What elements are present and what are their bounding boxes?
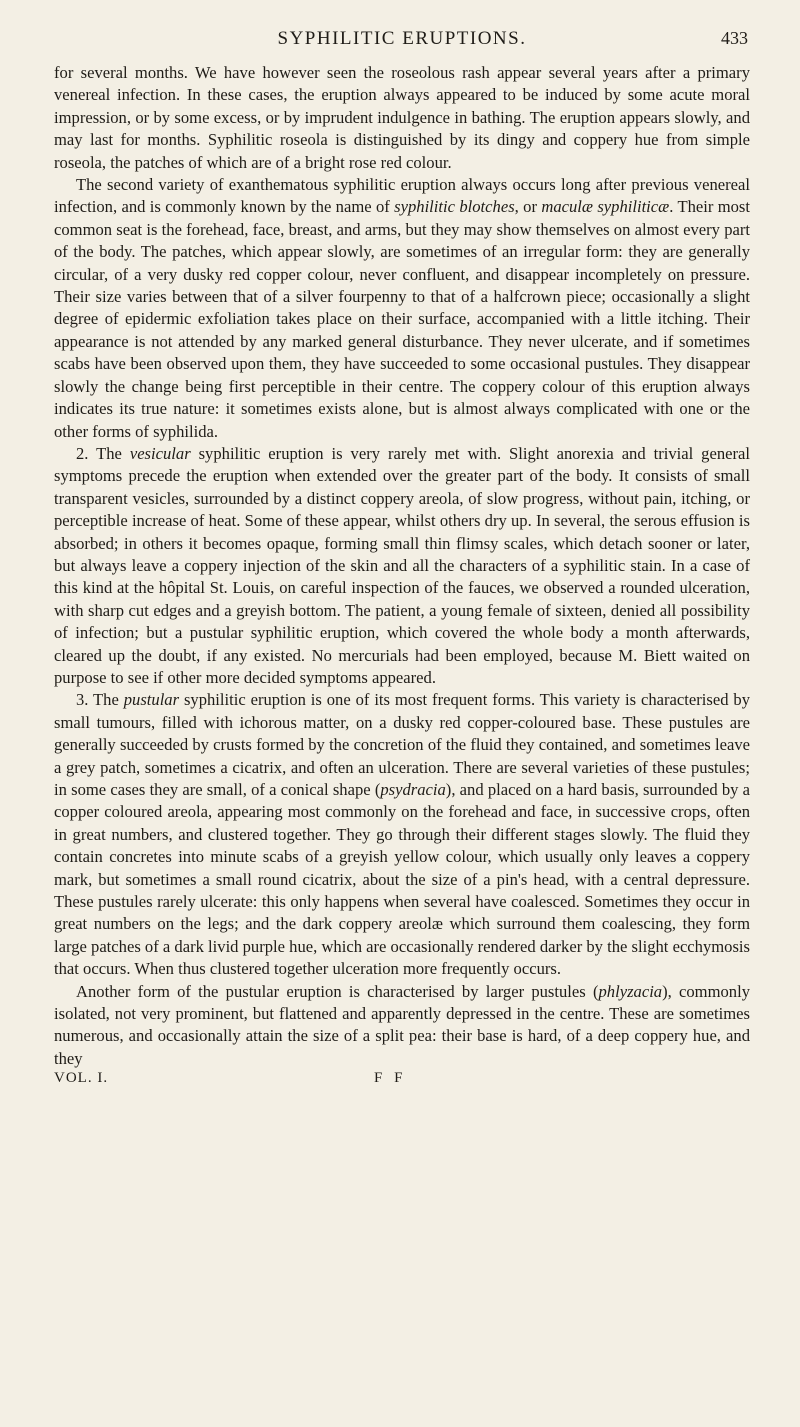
volume-mark: VOL. I. [54,1070,109,1087]
paragraph-phlyzacia [54,981,750,1071]
running-title: SYPHILITIC ERUPTIONS. [277,28,527,49]
body-text [54,62,750,1070]
italic-term: psydracia [380,780,446,799]
paragraph-pustular [54,689,750,980]
italic-term: phlyzacia [598,981,663,1001]
text-run: ), and placed on a hard basis, surrounded by a copper coloured areola, appearing most commonly on the forehead and face, in successive crops, often in great numbers, and clustered together. They go through their different stages slowly. The fluid they contain concretes into minute scabs of a greyish yellow colour, which usually only leaves a coppery mark, but sometimes a small round cicatrix, about the size of a pin's head, with a central depressure. These pustules rarely ulcerate: this only happens when several have coalesced. Sometimes they occur in great numbers on the legs; and the dark coppery areolæ which surround them coalescing, they form large patches of a dark livid purple hue, which are occasionally rendered darker by the slight ecchymosis that occurs. When thus clustered together ulceration more frequently occurs. [54,780,750,979]
italic-term: maculæ syphiliticæ [541,197,670,217]
text-run: ), commonly isolated, not very prominent, but flattened and apparently depressed in the centre. These are sometimes numerous, and occasionally attain the size of a split pea: their base is hard, of a deep coppery hue, and they [54,981,750,1068]
text-run: 3. The [76,690,124,710]
paragraph-continuation [54,62,750,174]
paragraph-syphilitic-blotches [54,174,750,443]
text-run: , or [514,197,542,217]
text-run: The second variety of exanthematous syphilitic eruption always occurs long after previous venereal infection, and is commonly known by the name of [54,175,750,217]
text-run: syphilitic eruption is very rarely met with. Slight anorexia and trivial general symptoms precede the eruption when extended over the greater part of the body. It consists of small transparent vesicles, surrounded by a distinct coppery areola, of slow progress, without pain, itching, or perceptible increase of heat. Some of these appear, whilst others dry up. In several, the serous effusion is absorbed; in others it becomes opaque, forming small thin flimsy scales, which detach sooner or later, but always leave a coppery injection of the skin and all the characters of a syphilitic stain. In a case of this kind at the hôpital St. Louis, on careful inspection of the fauces, we observed a rounded ulceration, with sharp cut edges and a greyish bottom. The patient, a young female of sixteen, denied all possibility of infection; but a pustular syphilitic eruption, which covered the whole body a month afterwards, cleared up the doubt, if any existed. No mercurials had been employed, because M. Biett waited on purpose to see if other more decided symptoms appeared. [54,443,750,687]
paragraph-vesicular [54,443,750,689]
text-run: 2. The [76,443,130,463]
italic-term: vesicular [129,443,191,463]
text-run: syphilitic eruption is one of its most frequent forms. This variety is characterised by small tumours, filled with ichorous matter, on a dusky red copper-coloured base. These pustules are generally succeeded by crusts formed by the concretion of the fluid they contained, and sometimes leave a grey patch, sometimes a cicatrix, and often an ulceration. There are several varieties of these pustules; in some cases they are small, of a conical shape ( [54,690,750,799]
text-run: Another form of the pustular eruption is characterised by larger pustules ( [76,981,599,1001]
signature-mark: F F [374,1070,407,1087]
italic-term: pustular [123,690,180,710]
page-number: 433 [721,28,748,48]
page-footer [54,1070,750,1094]
running-head [54,28,750,62]
text-run: for several months. We have however seen the roseolous rash appear several years after a primary venereal infection. In these cases, the eruption always appeared to be induced by some acute moral impression, or by some excess, or by imprudent indulgence in bathing. The eruption appears slowly, and may last for months. Syphilitic roseola is distinguished by its dingy and coppery hue from simple roseola, the patches of which are of a bright rose red colour. [54,63,750,172]
text-run: . Their most common seat is the forehead, face, breast, and arms, but they may show themselves on almost every part of the body. The patches, which appear slowly, are sometimes of an irregular form: they are generally circular, of a very dusky red copper colour, never confluent, and disappear incompletely on pressure. Their size varies between that of a silver fourpenny to that of a halfcrown piece; occasionally a slight degree of epidermic exfoliation takes place on their surface, accompanied with a little itching. Their appearance is not attended by any marked general disturbance. They never ulcerate, and if sometimes scabs have been observed upon them, they have succeeded to some occasional pustules. They disappear slowly the change being first perceptible in their centre. The coppery colour of this eruption always indicates its true nature: it sometimes exists alone, but is almost always complicated with one or the other forms of syphilida. [54,197,751,441]
italic-term: syphilitic blotches [394,197,515,217]
